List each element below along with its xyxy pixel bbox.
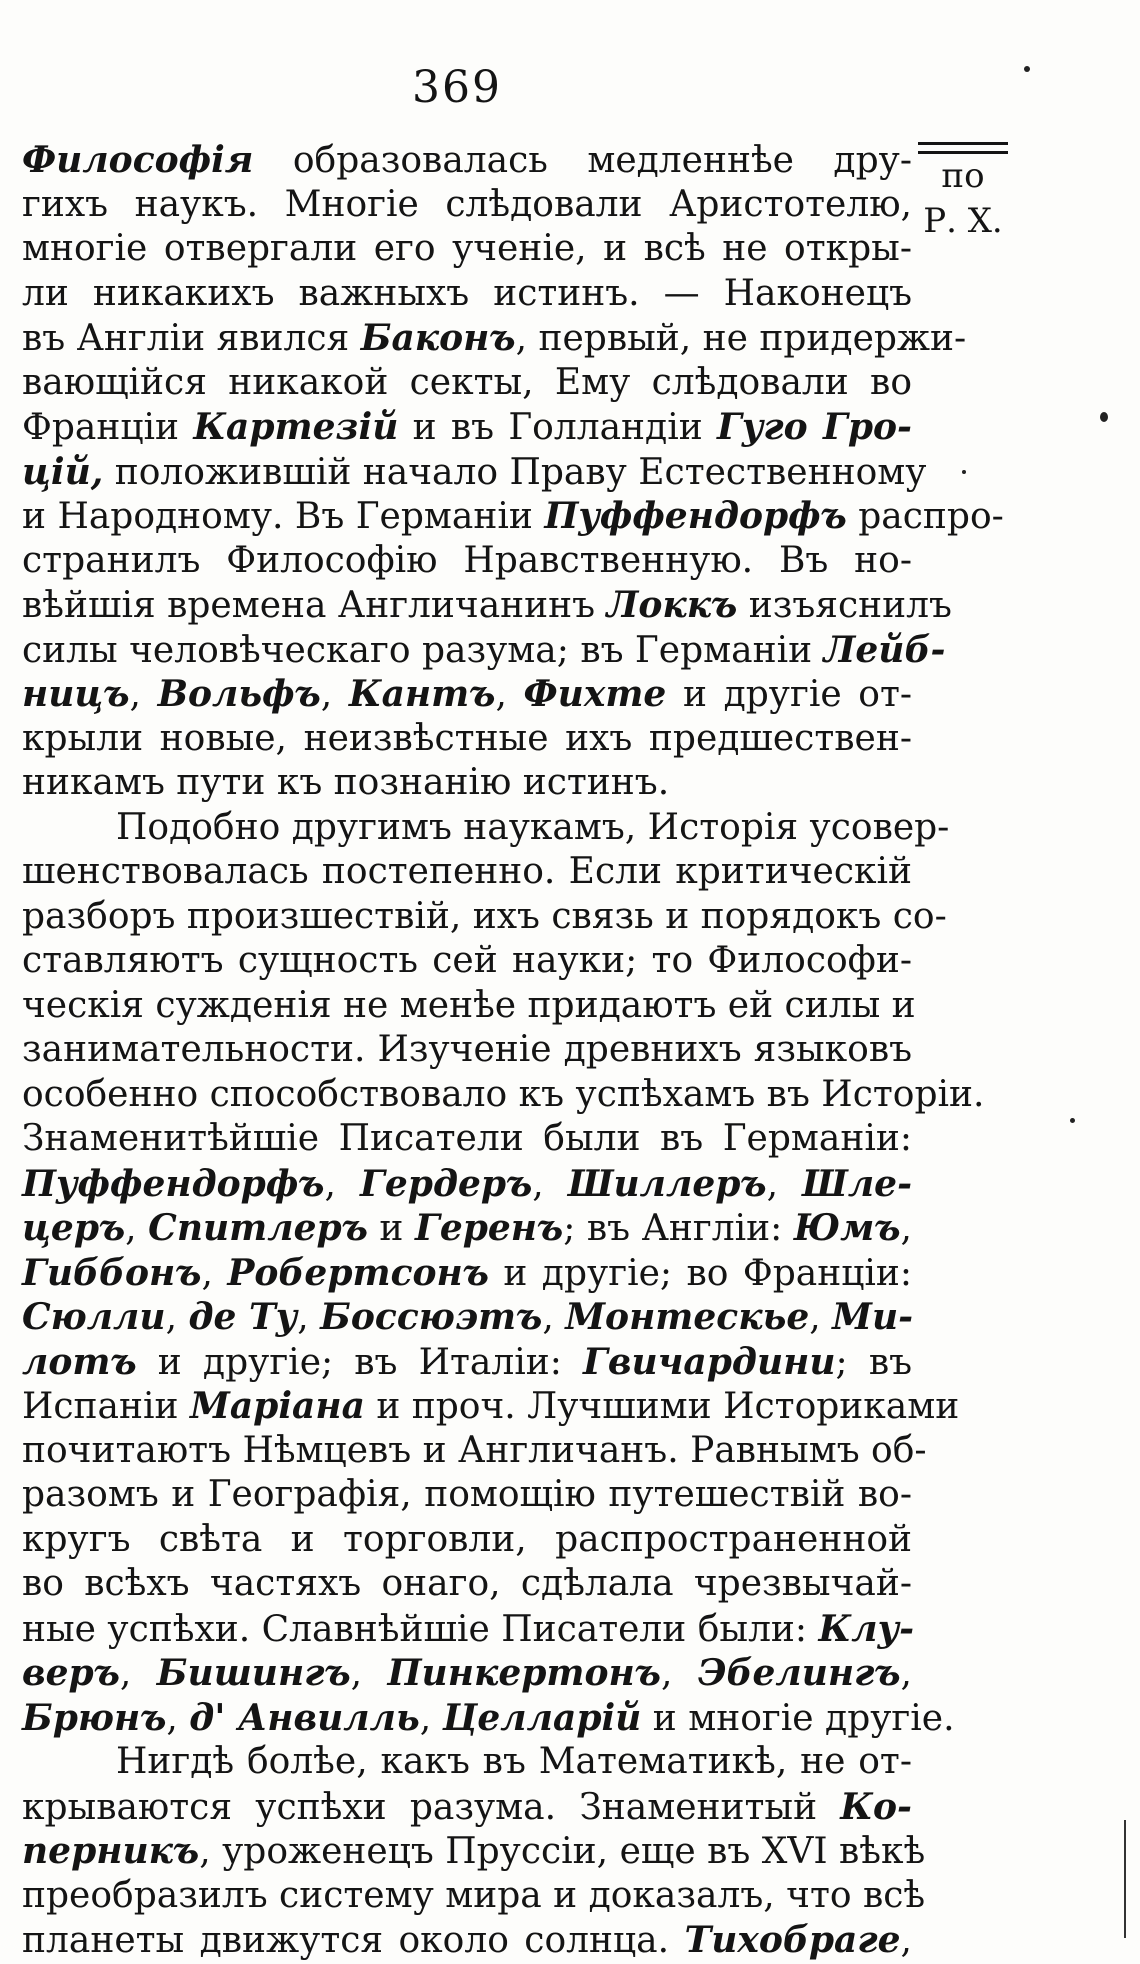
italic-name: Клу- — [818, 1607, 915, 1650]
double-rule-mark — [918, 142, 1008, 154]
text-line — [22, 1295, 912, 1340]
text-line — [22, 138, 912, 183]
text-segment: ные успѣхи. Славнѣйшіе Писатели были: — [22, 1608, 819, 1650]
text-line — [22, 1696, 955, 1741]
text-segment: , — [201, 1252, 228, 1294]
text-segment: , — [900, 1653, 912, 1694]
text-segment: , — [129, 674, 158, 715]
text-segment: , — [320, 674, 349, 715]
italic-name: Вольфъ — [157, 673, 321, 715]
italic-name: Пинкертонъ — [387, 1652, 661, 1694]
text-segment: , — [324, 1163, 361, 1205]
text-segment: силы человѣческаго разума; въ Германіи — [22, 629, 824, 671]
italic-name: Гиббонъ — [22, 1251, 202, 1294]
text-segment: въ Англіи явился — [22, 318, 361, 359]
text-segment: , — [297, 1297, 321, 1338]
text-segment: многіе отвергали его ученіе, и всѣ не откры- — [22, 228, 912, 269]
text-segment: распро- — [846, 496, 1004, 537]
text-segment: вающійся никакой секты, Ему слѣдовали во — [22, 361, 912, 403]
text-line — [22, 1429, 927, 1474]
text-line — [22, 895, 947, 940]
text-segment: Испаніи — [22, 1386, 190, 1427]
text-line — [22, 1874, 926, 1919]
text-line — [22, 1651, 912, 1696]
italic-name: Юмъ — [793, 1207, 901, 1249]
text-segment: , — [419, 1697, 443, 1739]
italic-name: Эбелингъ — [697, 1652, 901, 1694]
ink-speck — [1100, 412, 1108, 422]
italic-name: Ми- — [832, 1296, 914, 1338]
text-line — [22, 1607, 915, 1652]
italic-name: Целларій — [442, 1696, 642, 1739]
text-segment: во всѣхъ частяхъ онаго, сдѣлала чрезвычай- — [22, 1563, 912, 1604]
text-segment: , — [125, 1208, 149, 1249]
margin-note-line-2: Р. Х. — [923, 200, 1003, 241]
text-line — [22, 539, 912, 584]
italic-name: Лейб- — [823, 628, 946, 671]
text-segment: и Народному. Въ Германіи — [22, 496, 545, 537]
text-line — [22, 272, 912, 317]
text-segment: , — [532, 1163, 568, 1205]
text-line — [22, 939, 912, 984]
text-segment: , первый, не придержи- — [515, 318, 967, 359]
text-segment: вѣйшія времена Англичанинъ — [22, 585, 607, 626]
text-segment: шенствовалась постепенно. Если критическій — [22, 851, 912, 892]
text-line — [22, 806, 950, 851]
text-segment: Подобно другимъ наукамъ, Исторія усовер- — [116, 806, 950, 848]
italic-name: веръ — [22, 1652, 120, 1694]
italic-name: Спитлеръ — [148, 1207, 368, 1249]
italic-name: перникъ — [22, 1830, 200, 1872]
text-line — [22, 1206, 912, 1251]
text-segment: , — [766, 1163, 803, 1205]
text-segment: гихъ наукъ. Многіе слѣдовали Аристотелю, — [22, 183, 912, 225]
text-line — [22, 583, 952, 628]
margin-note — [908, 138, 1018, 243]
text-segment: ; въ — [835, 1341, 912, 1383]
ink-speck — [1024, 66, 1030, 72]
text-segment: крыли новые, неизвѣстные ихъ предшествен- — [22, 717, 912, 759]
text-segment: , — [900, 1920, 912, 1961]
text-segment: Нигдѣ болѣе, какъ въ Математикѣ, не от- — [116, 1741, 912, 1782]
text-line — [22, 361, 912, 406]
italic-name: Шиллеръ — [567, 1162, 767, 1205]
text-line — [22, 1740, 912, 1785]
margin-note-line-1: по — [941, 156, 985, 196]
text-segment: , — [660, 1653, 698, 1694]
text-segment: и многіе другіе. — [641, 1697, 955, 1739]
page-number: 369 — [412, 62, 502, 113]
text-segment: изъяснилъ — [737, 585, 952, 626]
text-segment: , — [350, 1653, 388, 1694]
text-line — [22, 227, 912, 272]
text-segment: разборъ произшествій, ихъ связь и порядокъ со- — [22, 895, 947, 937]
text-segment: и — [367, 1208, 415, 1249]
text-line — [22, 1028, 912, 1073]
italic-name: Брюнъ — [22, 1696, 167, 1739]
text-segment: , — [495, 674, 524, 715]
italic-name: Робертсонъ — [227, 1251, 489, 1294]
text-line — [22, 1473, 912, 1518]
text-segment: никамъ пути къ познанію истинъ. — [22, 762, 670, 803]
text-segment: , — [165, 1297, 189, 1338]
text-segment: особенно способствовало къ успѣхамъ въ Исторіи. — [22, 1073, 985, 1115]
text-segment: ли никакихъ важныхъ истинъ. — Наконецъ — [22, 272, 912, 314]
text-segment: , — [166, 1697, 190, 1739]
text-line — [22, 1162, 912, 1207]
italic-name: д' Анвилль — [189, 1696, 420, 1739]
italic-name: ницъ — [22, 673, 130, 715]
text-line — [22, 1251, 912, 1296]
italic-name: лотъ — [22, 1340, 137, 1383]
text-segment: и другіе; въ Италіи: — [136, 1341, 584, 1383]
italic-name: Пуффендорфъ — [22, 1162, 325, 1205]
text-segment: кругъ свѣта и торговли, распространенной — [22, 1518, 912, 1560]
text-line — [22, 450, 927, 495]
text-line — [22, 494, 1004, 539]
text-line — [22, 1073, 985, 1118]
text-segment: , — [809, 1297, 833, 1338]
text-segment: почитаютъ Нѣмцевъ и Англичанъ. Равнымъ об- — [22, 1429, 927, 1471]
text-segment: ческія сужденія не менѣе придаютъ ей силы и — [22, 984, 916, 1026]
italic-name: де Ту — [188, 1296, 298, 1338]
text-line — [22, 628, 946, 673]
italic-name: Сюлли — [22, 1296, 166, 1338]
italic-name: Гвичардини — [583, 1340, 836, 1383]
text-line — [22, 316, 967, 361]
italic-name: Баконъ — [360, 317, 516, 359]
italic-name: церъ — [22, 1207, 126, 1249]
text-segment: ставляютъ сущность сей науки; то Философи- — [22, 940, 912, 981]
text-segment: , уроженецъ Пруссіи, еще въ XVI вѣкѣ — [199, 1831, 926, 1872]
text-line — [22, 1562, 912, 1607]
text-segment: и въ Голландіи — [398, 407, 717, 448]
text-line — [22, 717, 912, 762]
text-segment: и другіе от- — [666, 674, 913, 715]
italic-name: Монтескье — [565, 1296, 810, 1338]
ink-speck — [1070, 1118, 1075, 1123]
text-line — [22, 1829, 926, 1874]
text-line — [22, 1117, 912, 1162]
italic-name: Локкъ — [606, 584, 738, 626]
text-segment: занимательности. Изученіе древнихъ языковъ — [22, 1029, 912, 1070]
italic-name: Маріана — [189, 1385, 365, 1427]
text-segment: крываются успѣхи разума. Знаменитый — [22, 1786, 841, 1828]
ink-speck — [962, 470, 966, 474]
text-segment: странилъ Философію Нравственную. Въ но- — [22, 539, 912, 581]
italic-name: Философія — [22, 139, 254, 181]
text-segment: планеты движутся около солнца. — [22, 1920, 685, 1961]
text-segment: положившій начало Праву Естественному — [103, 451, 927, 493]
italic-name: Фихте — [523, 673, 667, 715]
text-segment: , — [542, 1297, 566, 1338]
text-line — [22, 1518, 912, 1563]
italic-name: Геренъ — [414, 1207, 564, 1249]
text-segment: и проч. Лучшими Историками — [364, 1386, 960, 1427]
text-segment: преобразилъ систему мира и доказалъ, что всѣ — [22, 1874, 926, 1916]
text-line — [22, 1785, 912, 1830]
text-line — [22, 1340, 912, 1385]
text-line — [22, 672, 912, 717]
text-line — [22, 1384, 960, 1429]
italic-name: цій, — [22, 450, 104, 493]
italic-name: Боссюэтъ — [320, 1296, 543, 1338]
italic-name: Гердеръ — [360, 1162, 533, 1205]
italic-name: Гуго Гро- — [717, 406, 912, 448]
italic-name: Картезій — [193, 406, 399, 448]
text-segment: образовалась медленнѣе дру- — [253, 140, 912, 181]
italic-name: Шле- — [802, 1162, 913, 1205]
text-line — [22, 405, 912, 450]
text-segment: ; въ Англіи: — [563, 1208, 794, 1249]
italic-name: Кантъ — [348, 673, 496, 715]
text-segment: Франціи — [22, 407, 194, 448]
italic-name: Ко- — [840, 1785, 912, 1828]
text-segment: и другіе; во Франціи: — [488, 1252, 912, 1294]
text-line — [22, 984, 916, 1029]
text-line — [22, 761, 912, 806]
italic-name: Тихобраге — [684, 1919, 901, 1961]
page-edge-line — [1124, 1820, 1126, 1938]
text-line — [22, 850, 912, 895]
text-segment: разомъ и Географія, помощію путешествій во- — [22, 1474, 912, 1515]
text-segment: , — [119, 1653, 157, 1694]
text-segment: Знаменитѣйшіе Писатели были въ Германіи: — [22, 1118, 912, 1159]
italic-name: Бишингъ — [156, 1652, 351, 1694]
text-line — [22, 1918, 912, 1963]
text-line — [22, 183, 912, 228]
italic-name: Пуффендорфъ — [544, 495, 847, 537]
text-segment: , — [900, 1208, 912, 1249]
